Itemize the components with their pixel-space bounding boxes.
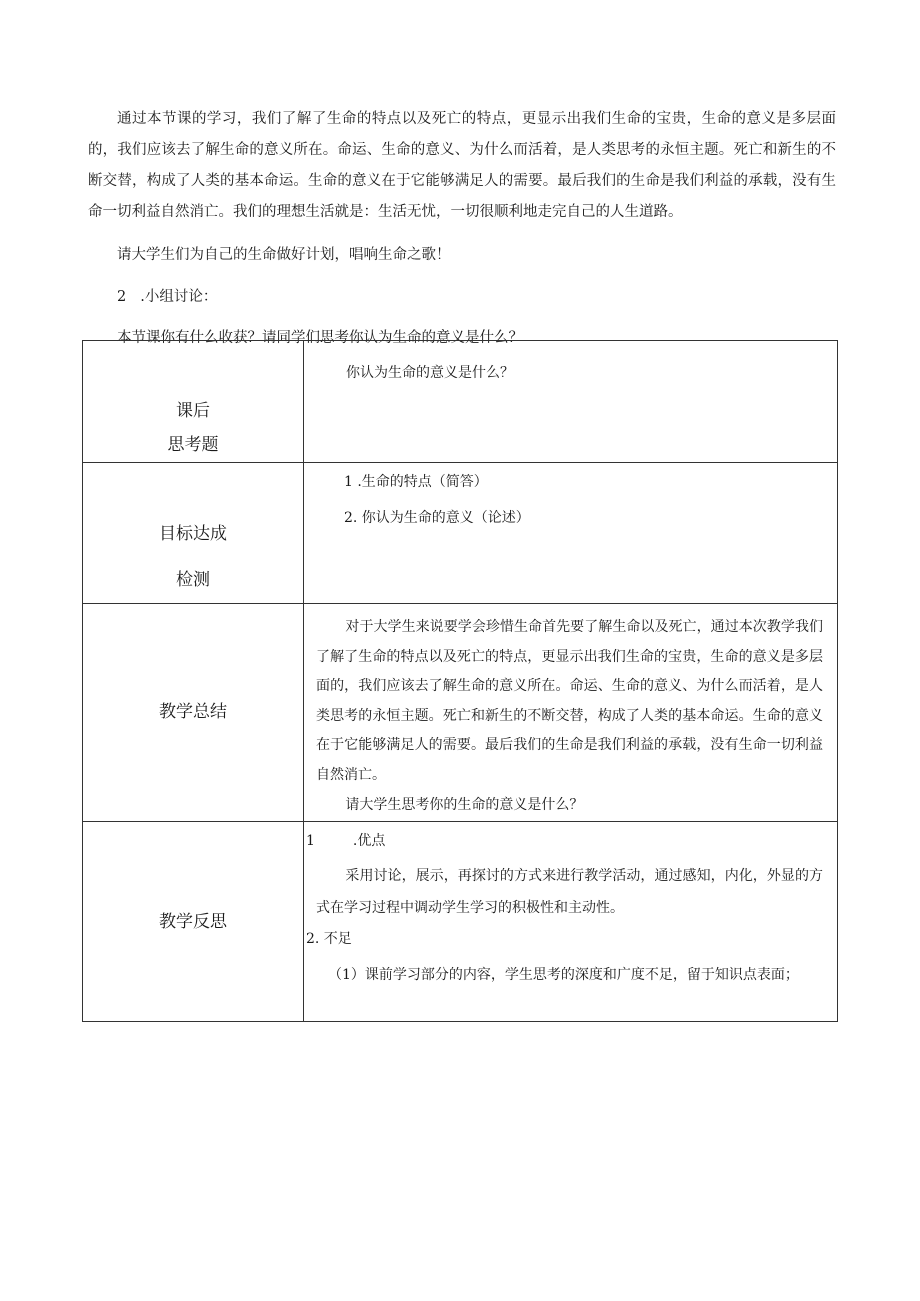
summary-content-cell bbox=[304, 604, 838, 822]
discussion-number: 2 bbox=[117, 289, 127, 305]
assessment-content-cell bbox=[304, 463, 838, 604]
strengths-body: 采用讨论，展示，再探讨的方式来进行教学活动，通过感知，内化，外显的方式在学习过程中调动学生学习的积极性和主动性。 bbox=[316, 868, 823, 916]
homework-label-line2: 思考题 bbox=[167, 435, 219, 455]
weaknesses-item-1: （1）课前学习部分的内容，学生思考的深度和广度不足，留于知识点表面； bbox=[328, 967, 799, 983]
reflection-content-cell bbox=[304, 822, 838, 1022]
table-row-assessment bbox=[83, 463, 838, 604]
table-row-summary bbox=[83, 604, 838, 822]
intro-section bbox=[88, 104, 836, 354]
strengths-title: .优点 bbox=[352, 833, 386, 849]
summary-label-cell bbox=[83, 604, 304, 822]
homework-label-cell bbox=[83, 341, 304, 463]
summary-closing: 请大学生思考你的生命的意义是什么？ bbox=[345, 797, 584, 813]
assessment-label-line2: 检测 bbox=[176, 570, 210, 590]
reflection-label-cell bbox=[83, 822, 304, 1022]
lesson-table bbox=[82, 340, 838, 1022]
assessment-label-cell bbox=[83, 463, 304, 604]
assessment-item-2: 2. 你认为生命的意义（论述） bbox=[344, 510, 530, 526]
homework-question: 你认为生命的意义是什么？ bbox=[346, 365, 514, 381]
summary-label: 教学总结 bbox=[159, 702, 227, 722]
table-row-reflection bbox=[83, 822, 838, 1022]
reflection-label: 教学反思 bbox=[159, 912, 227, 932]
summary-paragraph: 通过本节课的学习，我们了解了生命的特点以及死亡的特点，更显示出我们生命的宝贵，生命的意义是多层面的，我们应该去了解生命的意义所在。命运、生命的意义、为什么而活着，是人类思考的永恒主题。死亡和新生的不断交替，构成了人类的基本命运。生命的意义在于它能够满足人的需要。最后我们的生命是我们利益的承载，没有生命一切利益自然消亡。我们的理想生活就是：生活无忧，一切很顺利地走完自己的人生道路。 bbox=[88, 111, 836, 220]
discussion-title: .小组讨论： bbox=[140, 289, 218, 305]
strengths-heading bbox=[304, 822, 837, 852]
discussion-question: 本节课你有什么收获？请同学们思考你认为生命的意义是什么？ bbox=[117, 330, 523, 346]
homework-content-cell bbox=[304, 341, 838, 463]
call-to-action-paragraph: 请大学生们为自己的生命做好计划，唱响生命之歌！ bbox=[117, 247, 451, 263]
weaknesses-heading: 2. 不足 bbox=[306, 931, 352, 947]
discussion-heading bbox=[88, 282, 836, 313]
table-row-homework bbox=[83, 341, 838, 463]
assessment-label-line1: 目标达成 bbox=[159, 524, 227, 544]
assessment-item-1: 1 .生命的特点（简答） bbox=[344, 474, 488, 490]
summary-body: 对于大学生来说要学会珍惜生命首先要了解生命以及死亡，通过本次教学我们了解了生命的特点以及死亡的特点，更显示出我们生命的宝贵，生命的意义是多层面的，我们应该去了解生命的意义所在。命运、生命的意义、为什么而活着，是人类思考的永恒主题。死亡和新生的不断交替，构成了人类的基本命运。生命的意义在于它能够满足人的需要。最后我们的生命是我们利益的承载，没有生命一切利益自然消亡。 bbox=[316, 619, 823, 783]
homework-label-line1: 课后 bbox=[176, 401, 210, 421]
strengths-number: 1 bbox=[306, 833, 315, 849]
